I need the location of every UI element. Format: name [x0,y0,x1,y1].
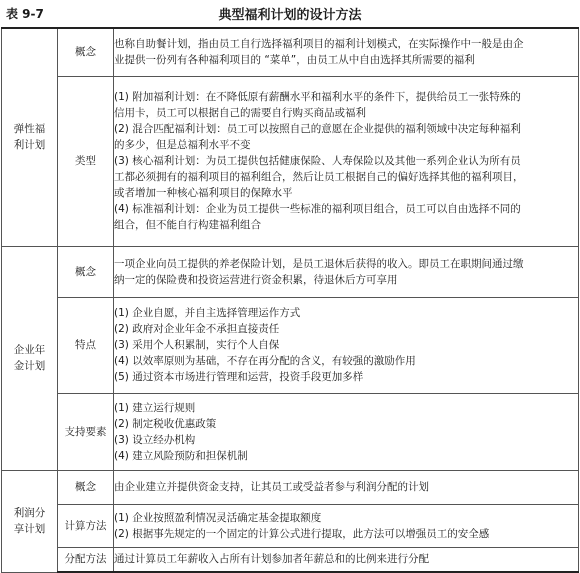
row-label: 概念 [58,28,114,76]
table-row [2,504,579,547]
plan-category-line: 弹性福 [13,123,46,136]
content-line: (3) 核心福利计划：为员工提供包括健康保险、人寿保险以及其他一系列企业认为所有员 [114,155,521,167]
table-header [0,0,580,26]
plan-category [2,246,58,470]
content-line: (2) 制定税收优惠政策 [114,417,217,430]
row-content [114,393,579,470]
content-line: (1) 企业自愿，并自主选择管理运作方式 [114,307,301,319]
welfare-plan-table [1,27,579,573]
content-line: 也称自助餐计划，指由员工自行选择福利项目的福利计划模式，在实际操作中一般是由企 [114,38,524,51]
row-label: 支持要素 [58,393,114,470]
table-row [2,547,579,572]
row-label: 概念 [58,246,114,297]
plan-category-line: 利计划 [13,139,46,152]
table-row [2,297,579,393]
content-line: (3) 设立经办机构 [114,433,196,446]
plan-category-line: 金计划 [13,360,46,372]
table-row [2,76,579,246]
content-line: 的多少，但是总福利水平不变 [114,139,251,151]
row-content [114,297,579,393]
content-line: 组合，但不能自行构建福利组合 [114,219,261,231]
table-row [2,470,579,504]
content-line: (1) 附加福利计划：在不降低原有薪酬水平和福利水平的条件下，提供给员工一张特殊的 [114,91,521,103]
table-row [2,246,579,297]
plan-category [2,28,58,246]
plan-category-line: 企业年 [13,344,46,356]
content-line: (2) 根据事先规定的一个固定的计算公式进行提取，此方法可以增强员工的安全感 [114,527,490,540]
table-title: 典型福利计划的设计方法 [218,8,362,23]
row-label: 分配方法 [58,547,114,572]
row-label: 概念 [58,470,114,504]
row-content [114,504,579,547]
content-line: 纳一定的保险费和投资运营进行资金积累，待退休后方可享用 [114,273,398,286]
row-label: 特点 [58,297,114,393]
plan-category-line: 享计划 [13,523,46,535]
plan-category [2,470,58,572]
table-number: 表 9-7 [6,7,44,21]
row-label: 类型 [58,76,114,246]
row-content [114,547,579,572]
content-line: 信用卡，员工可以根据自己的需要自行购买商品或福利 [114,107,366,119]
content-line: (1) 企业按照盈利情况灵活确定基金提取额度 [114,511,322,524]
content-line: 由企业建立并提供资金支持，让其员工或受益者参与利润分配的计划 [114,481,429,493]
content-line: (2) 政府对企业年金不承担直接责任 [114,323,280,335]
content-line: 工都必须拥有的福利项目的福利组合，然后让员工根据自己的偏好选择其他的福利项目， [114,171,524,183]
row-content [114,470,579,504]
row-content [114,246,579,297]
content-line: (3) 采用个人积累制，实行个人自保 [114,339,280,351]
content-line: (1) 建立运行规则 [114,401,196,414]
plan-category-line: 利润分 [13,507,46,519]
content-line: (2) 混合匹配福利计划：员工可以按照自己的意愿在企业提供的福利领域中决定每种福利 [114,123,521,135]
content-line: (4) 建立风险预防和担保机制 [114,449,248,462]
content-line: (4) 标准福利计划：企业为员工提供一些标准的福利项目组合，员工可以自由选择不同的 [114,203,521,215]
content-line: 业提供一份列有各种福利项目的 “菜单”，由员工从中自由选择其所需要的福利 [114,54,475,67]
content-line: (5) 通过资本市场进行管理和运营，投资手段更加多样 [114,371,364,383]
row-content [114,28,579,76]
content-line: (4) 以效率原则为基础，不存在再分配的含义，有较强的激励作用 [114,355,416,367]
content-line: 通过计算员工年薪收入占所有计划参加者年薪总和的比例来进行分配 [114,553,429,566]
row-content [114,76,579,246]
table-row [2,393,579,470]
table-row [2,28,579,76]
content-line: 或者增加一种核心福利项目的保障水平 [114,187,293,199]
content-line: 一项企业向员工提供的养老保险计划，是员工退休后获得的收入。即员工在职期间通过缴 [114,257,524,270]
row-label: 计算方法 [58,504,114,547]
